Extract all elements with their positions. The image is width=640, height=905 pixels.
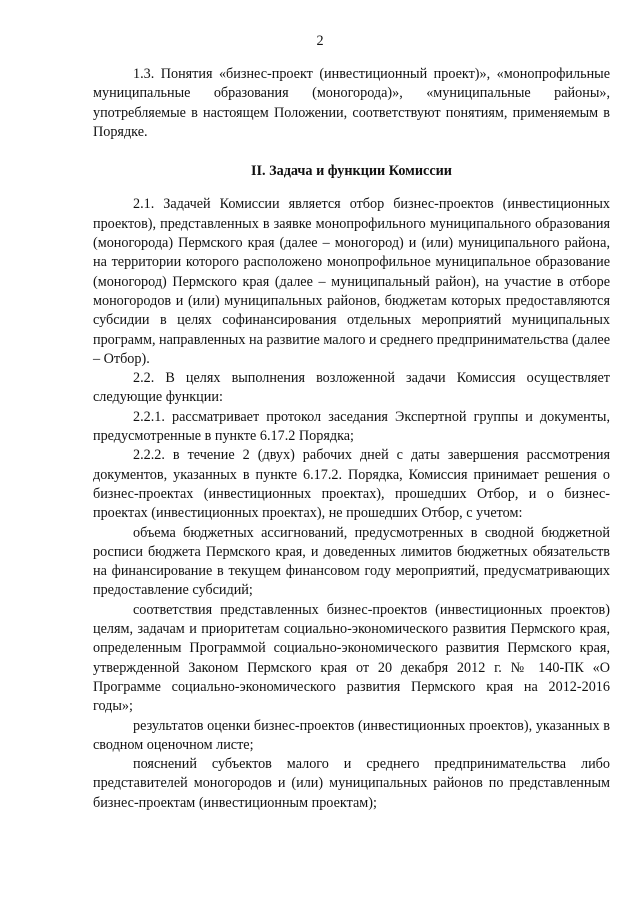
paragraph-2-2: 2.2. В целях выполнения возложенной задачи Комиссия осуществляет следующие функции: xyxy=(93,370,610,406)
criterion-item: результатов оценки бизнес-проектов (инвестиционных проектов), указанных в сводном оценочном листе; xyxy=(93,717,610,753)
paragraph-2-1: 2.1. Задачей Комиссии является отбор бизнес-проектов (инвестиционных проектов), представленных в заявке монопрофильного муниципального образования (моногорода) Пермского края (далее – моногород) и (или) муниципального района, на территории которого расположено монопрофильное муниципальное образование (моногород) Пермского края (далее – муниципальный район), на участие в отборе моногородов и (или) муниципальных районов, бюджетам которых предоставляются субсидии в целях софинансирования отдельных мероприятий муниципальных программ, направленных на развитие малого и среднего предпринимательства (далее – Отбор). xyxy=(93,196,610,367)
criterion-item: пояснений субъектов малого и среднего предпринимательства либо представителей моногородов и (или) муниципальных районов по представленным бизнес-проектам (инвестиционным проектам); xyxy=(93,756,610,811)
section-heading: II. Задача и функции Комиссии xyxy=(251,163,452,180)
page-number: 2 xyxy=(316,33,324,49)
paragraph-1-3: 1.3. Понятия «бизнес-проект (инвестиционный проект)», «монопрофильные муниципальные образования (моногорода)», «муниципальные районы», употребляемые в настоящем Положении, соответствуют понятиям, применяемым в Порядке. xyxy=(93,66,610,140)
paragraph-2-2-1: 2.2.1. рассматривает протокол заседания Экспертной группы и документы, предусмотренные в пункте 6.17.2 Порядка; xyxy=(93,408,610,445)
paragraph-2-2-2: 2.2.2. в течение 2 (двух) рабочих дней с даты завершения рассмотрения документов, указанных в пункте 6.17.2. Порядка, Комиссия принимает решения о бизнес-проектах (инвестиционных проектах), прошедших Отбор, и о бизнес-проектах (инвестиционных проектах), не прошедших Отбор, с учетом: xyxy=(93,447,610,522)
criterion-item: соответствия представленных бизнес-проектов (инвестиционных проектов) целям, задачам и приоритетам социально-экономического развития Пермского края, определенным Программой социально-экономического развития Пермского края, утвержденной Законом Пермского края от 20 декабря 2012 г. № 140-ПК «О Программе социально-экономического развития Пермского края на 2012-2016 годы»; xyxy=(93,601,610,715)
criterion-item: объема бюджетных ассигнований, предусмотренных в сводной бюджетной росписи бюджета Пермского края, и доведенных лимитов бюджетных обязательств на финансирование в текущем финансовом году мероприятий, предусматривающих предоставление субсидий; xyxy=(93,524,610,599)
document-body xyxy=(93,65,610,813)
